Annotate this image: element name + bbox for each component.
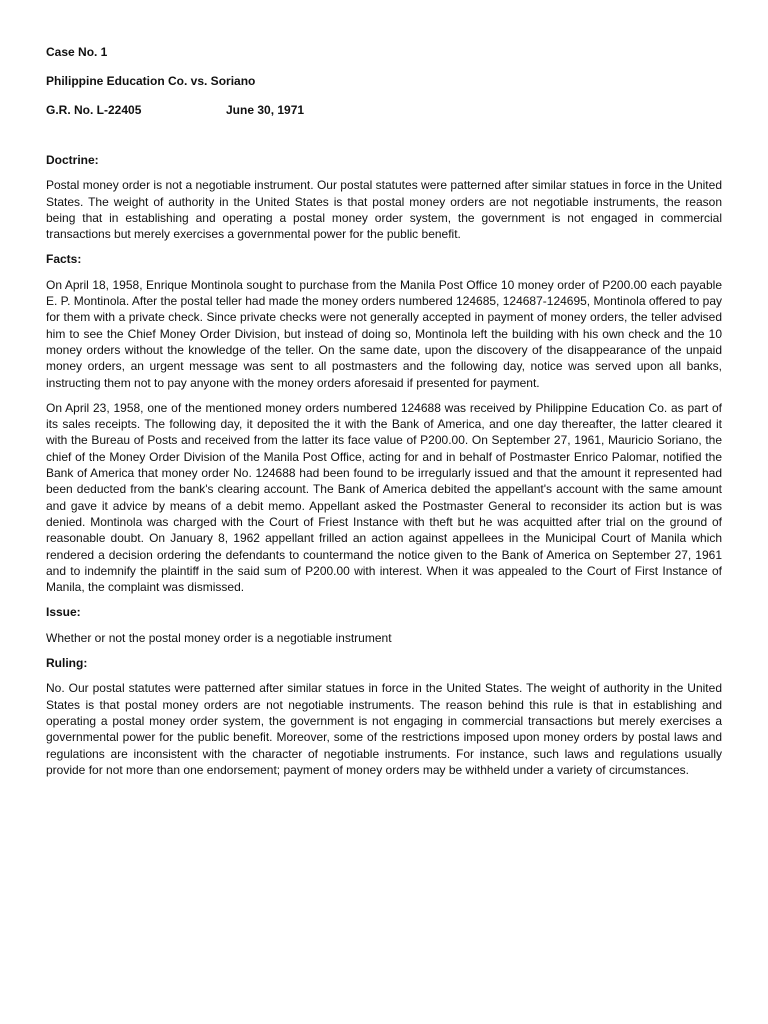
- document-page: [46, 44, 722, 787]
- case-number: Case No. 1: [46, 45, 108, 59]
- doctrine-text: Postal money order is not a negotiable instrument. Our postal statutes were patterned after similar statues in force in the United States. The weight of authority in the United States is that postal money orders are not negotiable instruments, the reason being that in establishing and operating a postal money order system, the government is not engaged in commercial transactions but merely exercises a governmental power for the public benefit.: [46, 178, 722, 242]
- facts-paragraph-1: On April 18, 1958, Enrique Montinola sought to purchase from the Manila Post Office 10 money order of P200.00 each payable E. P. Montinola. After the postal teller had made the money orders numbered 124685, 124687-124695, Montinola offered to pay for them with a private check. Since private checks were not generally accepted in payment of money orders, the teller advised him to see the Chief Money Order Division, but instead of doing so, Montinola left the building with his own check and the 10 money orders without the knowledge of the teller. On the same date, upon the discovery of the disappearance of the unpaid money orders, an urgent message was sent to all postmasters and the following day, notice was served upon all banks, instructing them not to pay anyone with the money orders aforesaid if presented for payment.: [46, 277, 723, 390]
- facts-paragraph-2: On April 23, 1958, one of the mentioned money orders numbered 124688 was received by Philippine Education Co. as part of its sales receipts. The following day, it deposited the it with the Bank of America, and one day thereafter, the latter cleared it with the Bureau of Posts and received from the latter its face value of P200.00. On September 27, 1961, Mauricio Soriano, the chief of the Money Order Division of the Manila Post Office, acting for and in behalf of Postmaster Enrico Palomar, notified the Bank of America that money order No. 124688 had been found to be irregularly issued and that the amount it represented had been deducted from the bank's clearing account. The Bank of America debited the appellant's account with the same amount and gave it advice by means of a debit memo. Appellant asked the Postmaster General to reconsider its action but is was denied. Montinola was charged with the Court of Friest Instance with theft but he was acquitted after trial on the ground of reasonable doubt. On January 8, 1962 appellant frilled an action against appellees in the Municipal Court of Manila which rendered a decision ordering the defendants to countermand the notice given to the Bank of America on September 27, 1961 and to indemnify the plaintiff in the said sum of P200.00 with interest. When it was appealed to the Court of First Instance of Manila, the complaint was dismissed.: [46, 400, 722, 595]
- issue-text: Whether or not the postal money order is a negotiable instrument: [46, 630, 392, 645]
- case-title: Philippine Education Co. vs. Soriano: [46, 74, 256, 88]
- gr-number: G.R. No. L-22405: [46, 103, 142, 117]
- case-reference-row: [46, 102, 722, 118]
- doctrine-heading: Doctrine:: [46, 153, 99, 167]
- facts-heading: Facts:: [46, 252, 82, 267]
- ruling-text: No. Our postal statutes were patterned after similar statues in force in the United States. The weight of authority in the United States is that postal money orders are not negotiable instruments. The reason behind this rule is that in establishing and operating a postal money order system, the government is not engaging in commercial transactions but merely exercises a governmental power for the public benefit. Moreover, some of the restrictions imposed upon money orders by postal laws and regulations are inconsistent with the character of negotiable instruments. For instance, such laws and regulations usually provide for not more than one endorsement; payment of money orders may be withheld under a variety of circumstances.: [46, 681, 722, 777]
- decision-date: June 30, 1971: [226, 103, 305, 117]
- ruling-heading: Ruling:: [46, 656, 88, 671]
- issue-heading: Issue:: [46, 605, 81, 620]
